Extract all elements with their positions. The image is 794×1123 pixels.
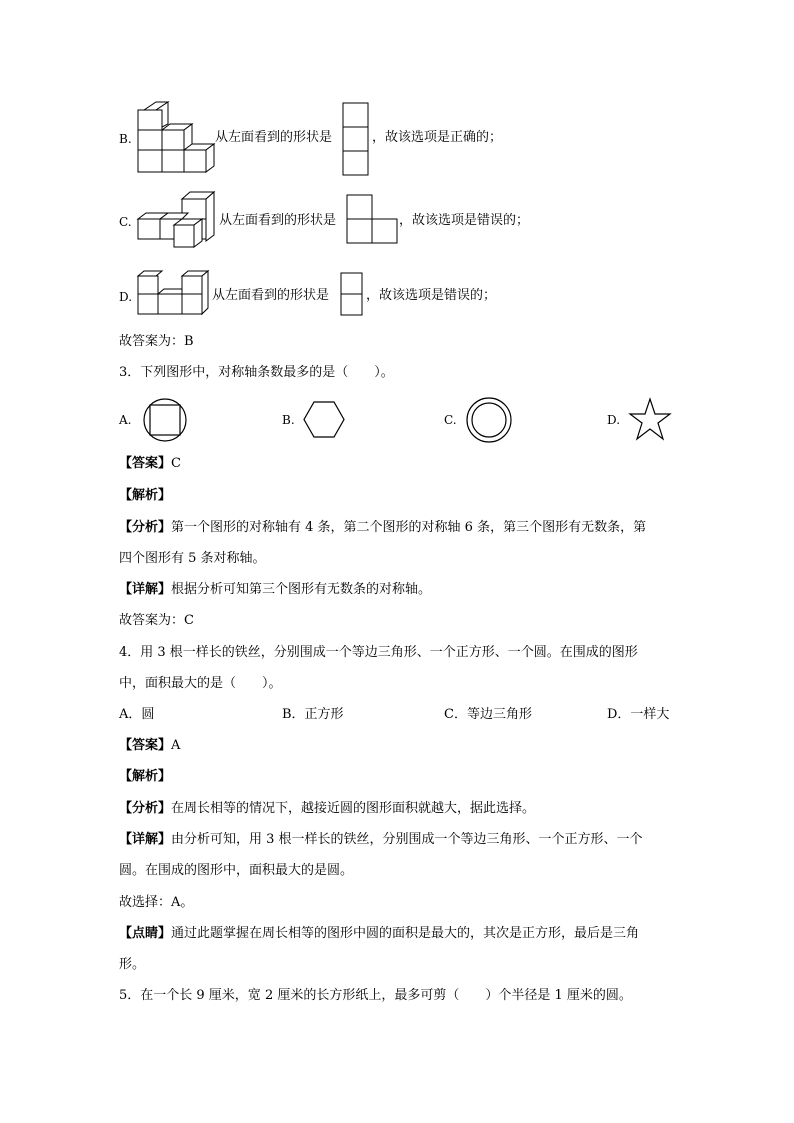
- option-c-text-pre: 从左面看到的形状是: [219, 213, 337, 228]
- q4-stem-line1: 4．用 3 根一样长的铁丝，分别围成一个等边三角形、一个正方形、一个圆。在围成的图形: [119, 645, 638, 660]
- option-c-text-post: ，故该选项是错误的；: [399, 213, 530, 228]
- q3-option-a-letter: A.: [119, 413, 132, 427]
- option-c-letter: C.: [119, 215, 132, 229]
- option-d-text-post: ，故该选项是错误的；: [366, 288, 497, 303]
- q4-stem-line2: 中，面积最大的是（ ）。: [119, 676, 282, 691]
- q3-fenxi-line2: 四个图形有 5 条对称轴。: [119, 551, 266, 566]
- q4-analysis-tag: 【解析】: [119, 769, 172, 784]
- q3-fenxi-line1: 第一个图形的对称轴有 4 条，第二个图形的对称轴 6 条，第三个图形有无数条，第: [171, 520, 647, 535]
- prev-answer: 故答案为：B: [119, 334, 194, 349]
- q3-answer: C: [171, 456, 181, 471]
- q5-stem: 5．在一个长 9 厘米，宽 2 厘米的长方形纸上，最多可剪（ ）个半径是 1 厘米的圆。: [119, 988, 632, 1003]
- left-view-b-icon: [342, 102, 370, 176]
- q4-option-b: B．正方形: [282, 707, 344, 722]
- q4-answer-tag: 【答案】: [119, 738, 172, 753]
- q4-option-c: C．等边三角形: [444, 707, 532, 722]
- q4-detail-line1: 由分析可知，用 3 根一样长的铁丝，分别围成一个等边三角形、一个正方形、一个: [171, 832, 643, 847]
- option-d-text-pre: 从左面看到的形状是: [212, 288, 330, 303]
- q3-option-d-letter: D.: [607, 413, 621, 427]
- cube-stack-c-icon: [136, 191, 216, 249]
- q4-fenxi-tag: 【分析】: [119, 801, 172, 816]
- q4-comment-line2: 形。: [119, 957, 146, 972]
- q3-detail: 根据分析可知第三个图形有无数条的对称轴。: [171, 582, 432, 597]
- circle-square-icon: [143, 398, 189, 444]
- cube-stack-b-icon: [136, 100, 216, 176]
- option-b-text-post: ，故该选项是正确的；: [372, 130, 503, 145]
- left-view-d-icon: [340, 272, 364, 318]
- q3-option-c-letter: C.: [444, 413, 457, 427]
- q4-fenxi: 在周长相等的情况下，越接近圆的图形面积就越大，据此选择。: [171, 801, 536, 816]
- q4-comment-line1: 通过此题掌握在周长相等的图形中圆的面积是最大的，其次是正方形，最后是三角: [171, 926, 640, 941]
- q3-detail-tag: 【详解】: [119, 582, 172, 597]
- q3-conclusion: 故答案为：C: [119, 613, 194, 628]
- q4-option-a: A．圆: [119, 707, 155, 722]
- cube-stack-d-icon: [136, 268, 210, 318]
- hexagon-icon: [303, 401, 345, 439]
- q3-stem: 3．下列图形中，对称轴条数最多的是（ ）。: [119, 365, 394, 380]
- q3-option-b-letter: B.: [282, 413, 295, 427]
- q4-answer: A: [171, 738, 181, 753]
- q4-conclusion: 故选择：A。: [119, 895, 194, 910]
- q4-detail-line2: 圆。在围成的图形中，面积最大的是圆。: [119, 863, 354, 878]
- star-icon: [628, 398, 672, 442]
- q4-option-d: D．一样大: [607, 707, 670, 722]
- q4-comment-tag: 【点睛】: [119, 926, 172, 941]
- left-view-c-icon: [346, 194, 398, 246]
- q3-fenxi-tag: 【分析】: [119, 520, 172, 535]
- q4-detail-tag: 【详解】: [119, 832, 172, 847]
- concentric-circles-icon: [466, 397, 512, 443]
- option-b-text-pre: 从左面看到的形状是: [215, 130, 333, 145]
- option-b-letter: B.: [119, 132, 132, 146]
- option-d-letter: D.: [119, 290, 133, 304]
- q3-analysis-tag: 【解析】: [119, 488, 172, 503]
- q3-answer-tag: 【答案】: [119, 456, 172, 471]
